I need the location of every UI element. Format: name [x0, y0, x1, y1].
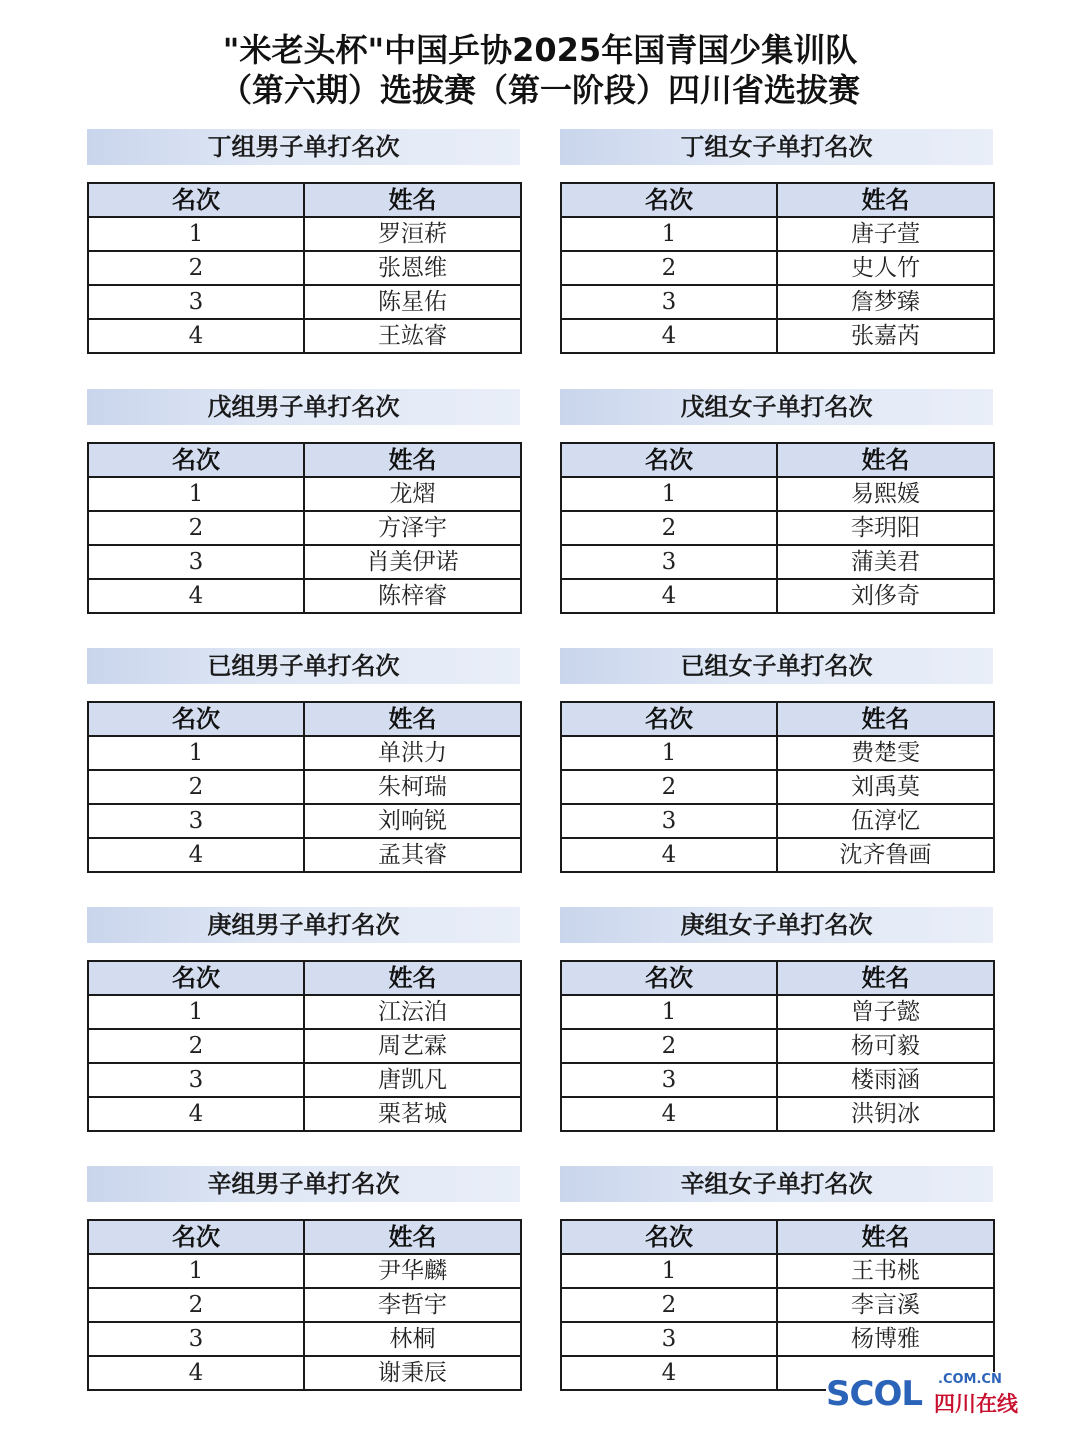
player-name-cell: 史人竹 — [777, 251, 994, 285]
group-title: 庚组女子单打名次 — [560, 907, 993, 943]
table-row — [561, 251, 994, 285]
name-header: 姓名 — [304, 443, 521, 477]
table-header-row — [561, 702, 994, 736]
rank-cell: 2 — [561, 1029, 777, 1063]
table-header-row — [88, 1220, 521, 1254]
watermark-site: 四川在线 — [934, 1392, 1018, 1416]
player-name-cell: 蒲美君 — [777, 545, 994, 579]
table-header-row — [88, 702, 521, 736]
table-row — [561, 1288, 994, 1322]
womens-singles-section — [560, 389, 993, 614]
group-title: 戊组男子单打名次 — [87, 389, 520, 425]
player-name-cell: 刘侈奇 — [777, 579, 994, 613]
rank-header: 名次 — [561, 702, 777, 736]
table-row — [561, 838, 994, 872]
table-row — [561, 1254, 994, 1288]
womens-singles-section — [560, 1166, 993, 1391]
scol-watermark-logo — [826, 1372, 1036, 1416]
table-row — [88, 804, 521, 838]
table-row — [88, 1063, 521, 1097]
player-name-cell: 洪钥冰 — [777, 1097, 994, 1131]
ranking-table — [87, 1219, 522, 1391]
player-name-cell: 谢秉辰 — [304, 1356, 521, 1390]
rank-cell: 3 — [88, 804, 304, 838]
table-header-row — [88, 961, 521, 995]
table-header-row — [561, 443, 994, 477]
table-row — [88, 1029, 521, 1063]
player-name-cell: 詹梦臻 — [777, 285, 994, 319]
title-line-2: （第六期）选拔赛（第一阶段）四川省选拔赛 — [219, 71, 860, 109]
table-row — [88, 319, 521, 353]
table-header-row — [88, 183, 521, 217]
rank-cell: 4 — [88, 1356, 304, 1390]
rank-cell: 1 — [88, 1254, 304, 1288]
player-name-cell: 杨博雅 — [777, 1322, 994, 1356]
player-name-cell: 王书桃 — [777, 1254, 994, 1288]
player-name-cell: 唐子萱 — [777, 217, 994, 251]
player-name-cell: 费楚雯 — [777, 736, 994, 770]
ranking-table — [560, 701, 995, 873]
rank-cell: 1 — [561, 217, 777, 251]
rank-header: 名次 — [561, 1220, 777, 1254]
table-row — [88, 1254, 521, 1288]
name-header: 姓名 — [304, 183, 521, 217]
table-row — [88, 1097, 521, 1131]
player-name-cell: 龙熠 — [304, 477, 521, 511]
mens-singles-section — [87, 129, 520, 354]
name-header: 姓名 — [304, 1220, 521, 1254]
player-name-cell: 周艺霖 — [304, 1029, 521, 1063]
player-name-cell: 唐凯凡 — [304, 1063, 521, 1097]
rank-header: 名次 — [88, 443, 304, 477]
rank-cell: 4 — [561, 1356, 777, 1390]
table-header-row — [561, 961, 994, 995]
player-name-cell: 江沄泊 — [304, 995, 521, 1029]
table-row — [561, 995, 994, 1029]
table-row — [561, 477, 994, 511]
name-header: 姓名 — [777, 443, 994, 477]
watermark-brand: SCOL — [826, 1374, 923, 1414]
group-title: 已组男子单打名次 — [87, 648, 520, 684]
player-name-cell: 楼雨涵 — [777, 1063, 994, 1097]
ranking-table — [87, 960, 522, 1132]
table-row — [561, 285, 994, 319]
ranking-table — [560, 182, 995, 354]
rank-header: 名次 — [88, 183, 304, 217]
rank-header: 名次 — [88, 961, 304, 995]
womens-singles-section — [560, 129, 993, 354]
rank-cell: 2 — [88, 1288, 304, 1322]
rank-cell: 4 — [88, 1097, 304, 1131]
table-row — [88, 736, 521, 770]
rank-cell: 1 — [88, 477, 304, 511]
group-title: 丁组男子单打名次 — [87, 129, 520, 165]
player-name-cell: 张恩维 — [304, 251, 521, 285]
rank-cell: 4 — [561, 579, 777, 613]
player-name-cell: 罗洹菥 — [304, 217, 521, 251]
name-header: 姓名 — [777, 183, 994, 217]
table-row — [561, 1097, 994, 1131]
rank-cell: 1 — [88, 995, 304, 1029]
rank-cell: 3 — [561, 1063, 777, 1097]
player-name-cell: 栗茗城 — [304, 1097, 521, 1131]
table-header-row — [561, 183, 994, 217]
rank-cell: 3 — [88, 1063, 304, 1097]
table-row — [88, 579, 521, 613]
name-header: 姓名 — [304, 961, 521, 995]
player-name-cell: 陈星佑 — [304, 285, 521, 319]
player-name-cell: 王竑睿 — [304, 319, 521, 353]
table-row — [561, 1322, 994, 1356]
player-name-cell: 李玥阳 — [777, 511, 994, 545]
ranking-table — [560, 960, 995, 1132]
rank-cell: 4 — [88, 579, 304, 613]
player-name-cell: 陈梓睿 — [304, 579, 521, 613]
name-header: 姓名 — [304, 702, 521, 736]
mens-singles-section — [87, 1166, 520, 1391]
group-title: 丁组女子单打名次 — [560, 129, 993, 165]
player-name-cell: 尹华麟 — [304, 1254, 521, 1288]
rank-cell: 3 — [88, 545, 304, 579]
table-row — [561, 1063, 994, 1097]
group-title: 辛组男子单打名次 — [87, 1166, 520, 1202]
group-title: 庚组男子单打名次 — [87, 907, 520, 943]
table-row — [88, 545, 521, 579]
player-name-cell: 易熙媛 — [777, 477, 994, 511]
table-row — [88, 217, 521, 251]
rank-cell: 2 — [561, 511, 777, 545]
rank-cell: 3 — [561, 545, 777, 579]
table-row — [88, 1322, 521, 1356]
ranking-table — [560, 1219, 995, 1391]
name-header: 姓名 — [777, 961, 994, 995]
rank-header: 名次 — [561, 443, 777, 477]
table-row — [88, 477, 521, 511]
player-name-cell: 朱柯瑞 — [304, 770, 521, 804]
player-name-cell: 刘响锐 — [304, 804, 521, 838]
player-name-cell: 方泽宇 — [304, 511, 521, 545]
rank-header: 名次 — [88, 702, 304, 736]
rank-cell: 2 — [88, 1029, 304, 1063]
rank-cell: 1 — [561, 1254, 777, 1288]
table-row — [561, 319, 994, 353]
table-row — [88, 285, 521, 319]
table-header-row — [88, 443, 521, 477]
group-title: 戊组女子单打名次 — [560, 389, 993, 425]
ranking-table — [87, 442, 522, 614]
player-name-cell: 刘禹莫 — [777, 770, 994, 804]
group-title: 已组女子单打名次 — [560, 648, 993, 684]
rank-cell: 4 — [561, 319, 777, 353]
mens-singles-section — [87, 907, 520, 1132]
ranking-table — [87, 182, 522, 354]
rank-cell: 4 — [561, 838, 777, 872]
rank-cell: 4 — [88, 838, 304, 872]
player-name-cell: 李言溪 — [777, 1288, 994, 1322]
group-title: 辛组女子单打名次 — [560, 1166, 993, 1202]
rank-cell: 3 — [88, 285, 304, 319]
rank-cell: 2 — [561, 1288, 777, 1322]
ranking-table — [87, 701, 522, 873]
rank-cell: 1 — [561, 736, 777, 770]
rank-cell: 1 — [88, 736, 304, 770]
rank-cell: 3 — [561, 1322, 777, 1356]
player-name-cell: 孟其睿 — [304, 838, 521, 872]
table-row — [561, 804, 994, 838]
ranking-table — [560, 442, 995, 614]
rank-cell: 3 — [561, 285, 777, 319]
player-name-cell: 林桐 — [304, 1322, 521, 1356]
rank-cell: 2 — [561, 770, 777, 804]
player-name-cell: 杨可毅 — [777, 1029, 994, 1063]
rank-cell: 1 — [88, 217, 304, 251]
table-row — [561, 1029, 994, 1063]
rank-cell: 2 — [561, 251, 777, 285]
womens-singles-section — [560, 907, 993, 1132]
player-name-cell: 曾子懿 — [777, 995, 994, 1029]
player-name-cell: 沈齐鲁画 — [777, 838, 994, 872]
mens-singles-section — [87, 389, 520, 614]
table-row — [88, 838, 521, 872]
rank-cell: 4 — [561, 1097, 777, 1131]
player-name-cell: 肖美伊诺 — [304, 545, 521, 579]
table-row — [561, 770, 994, 804]
title-line-1: "米老头杯"中国乒协2025年国青国少集训队 — [222, 31, 858, 69]
rank-cell: 1 — [561, 995, 777, 1029]
rank-cell: 2 — [88, 251, 304, 285]
table-row — [88, 995, 521, 1029]
rank-cell: 1 — [561, 477, 777, 511]
rank-header: 名次 — [561, 183, 777, 217]
rank-cell: 2 — [88, 770, 304, 804]
player-name-cell: 伍淳忆 — [777, 804, 994, 838]
rank-header: 名次 — [561, 961, 777, 995]
table-row — [561, 511, 994, 545]
rank-cell: 3 — [88, 1322, 304, 1356]
rank-cell: 4 — [88, 319, 304, 353]
table-row — [88, 511, 521, 545]
player-name-cell: 李哲宇 — [304, 1288, 521, 1322]
rank-cell: 2 — [88, 511, 304, 545]
player-name-cell: 张嘉芮 — [777, 319, 994, 353]
table-row — [561, 736, 994, 770]
table-row — [561, 217, 994, 251]
womens-singles-section — [560, 648, 993, 873]
table-row — [88, 251, 521, 285]
rank-cell: 3 — [561, 804, 777, 838]
table-row — [561, 545, 994, 579]
table-header-row — [561, 1220, 994, 1254]
name-header: 姓名 — [777, 1220, 994, 1254]
table-row — [88, 770, 521, 804]
watermark-domain: .COM.CN — [938, 1372, 1002, 1387]
rank-header: 名次 — [88, 1220, 304, 1254]
table-row — [561, 579, 994, 613]
page-title — [0, 30, 1080, 110]
table-row — [88, 1288, 521, 1322]
player-name-cell: 单洪力 — [304, 736, 521, 770]
table-row — [88, 1356, 521, 1390]
mens-singles-section — [87, 648, 520, 873]
name-header: 姓名 — [777, 702, 994, 736]
